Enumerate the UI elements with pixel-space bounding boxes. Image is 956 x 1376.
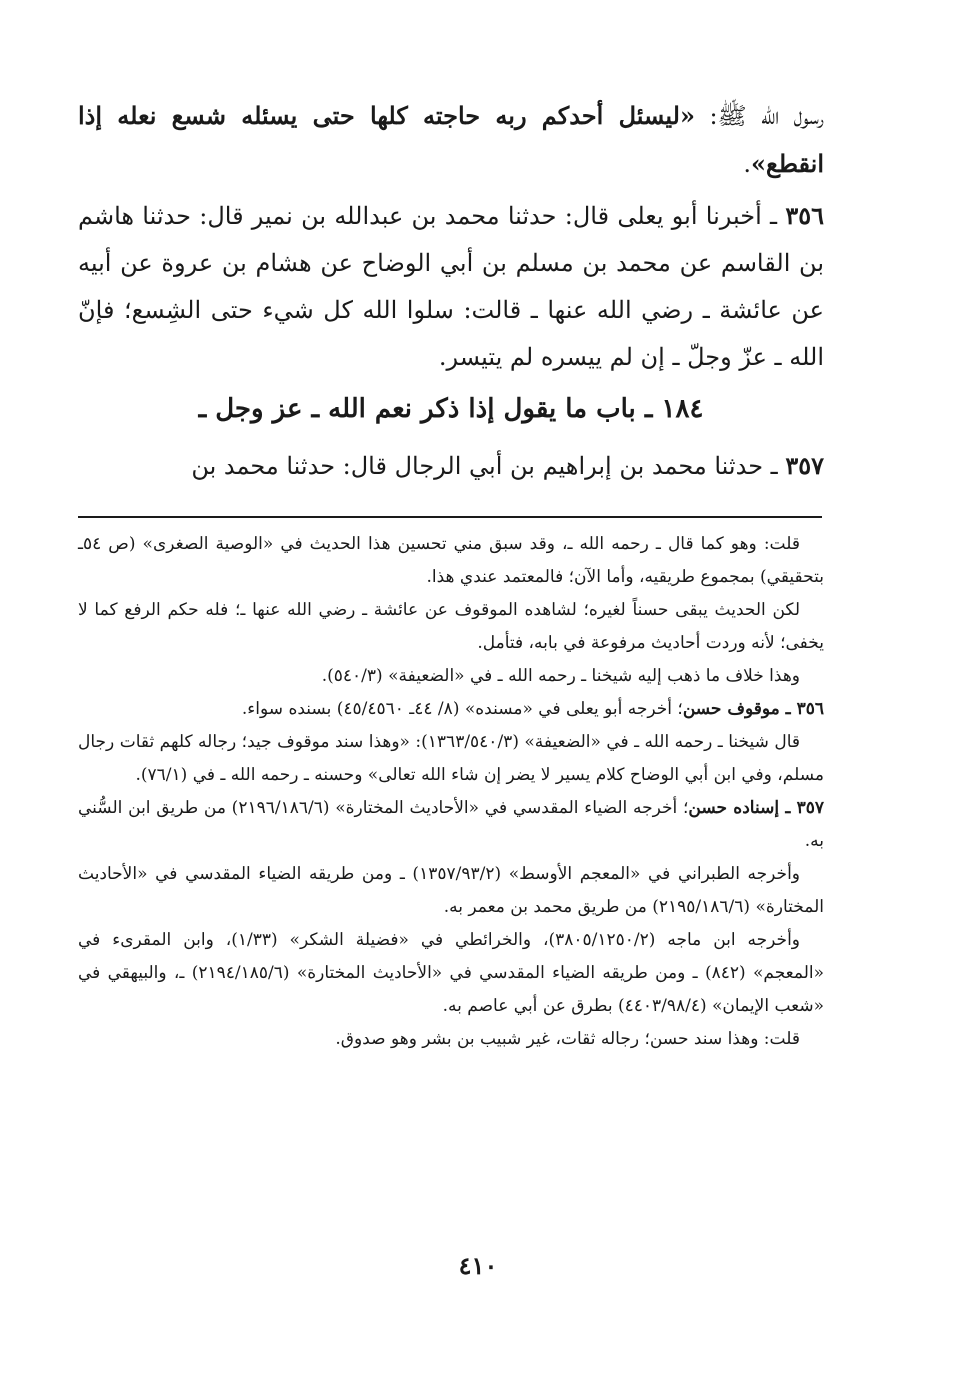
text-prefix: رسول الله ﷺ:	[694, 102, 824, 130]
note-number: ٣٥٧	[796, 798, 824, 818]
hadith-text: ـ حدثنا محمد بن إبراهيم بن أبي الرجال قال: حدثنا محمد بن	[191, 452, 786, 480]
hadith-355-ending	[78, 92, 824, 188]
note-paragraph: لكن الحديث يبقى حسناً لغيره؛ لشاهده الموقوف عن عائشة ـ رضي الله عنها ـ؛ فله حكم الرفع كما لا يخفى؛ لأنه وردت أحاديث مرفوعة في بابه، فتأمل.	[78, 600, 824, 653]
hadith-number: ٣٥٧	[785, 451, 824, 480]
hadith-356	[78, 192, 824, 381]
text-end: .	[743, 150, 752, 178]
page-number: ٤١٠	[458, 1251, 498, 1280]
note-paragraph: قال شيخنا ـ رحمه الله ـ في «الضعيفة» (١٣٦٣/٥٤٠/٣): «وهذا سند موقوف جيد؛ رجاله كلهم ثقات رجال مسلم، وفي ابن أبي الوضاح كلام يسير لا يضر إن شاء الله تعالى» وحسنه ـ رحمه الله ـ في (٧٦/١).	[78, 732, 824, 785]
note-paragraph: قلت: وهو كما قال ـ رحمه الله ـ، وقد سبق مني تحسين هذا الحديث في «الوصية الصغرى» (ص ٥٤ـ بتحقيقي) بمجموع طريقيه، وأما الآن؛ فالمعتمد عندي هذا.	[78, 534, 824, 587]
main-text-continued	[78, 444, 824, 488]
note-paragraph: وهذا خلاف ما ذهب إليه شيخنا ـ رحمه الله ـ في «الضعيفة» (٥٤٠/٣).	[321, 666, 800, 686]
note-number: ٣٥٦	[796, 699, 824, 719]
footnotes	[78, 528, 824, 1056]
main-text	[78, 92, 824, 381]
note-paragraph: قلت: وهذا سند حسن؛ رجاله ثقات، غير شبيب بن بشر وهو صدوق.	[335, 1029, 800, 1049]
note-356	[78, 693, 824, 726]
prophetic-quote: «ليسئل أحدكم ربه حاجته كلها حتى يسئله شسع نعله إذا انقطع»	[78, 101, 824, 178]
chapter-heading: ١٨٤ ـ باب ما يقول إذا ذكر نعم الله ـ عز وجل ـ	[198, 394, 704, 424]
note-paragraph: وأخرجه الطبراني في «المعجم الأوسط» (١٣٥٧/٩٣/٢) ـ ومن طريقه الضياء المقدسي في «الأحاديث المختارة» (٢١٩٥/١٨٦/٦) من طريق محمد بن معمر به.	[78, 864, 824, 917]
hadith-357	[78, 444, 824, 488]
note-text: ؛ أخرجه أبو يعلى في «مسنده» (٨/ ٤٤ـ ٤٥/٤٥٦٠) بسنده سواء.	[241, 699, 683, 719]
footnote-separator	[78, 516, 822, 518]
note-paragraph: وأخرجه ابن ماجه (٣٨٠٥/١٢٥٠/٢)، والخرائطي في «فضيلة الشكر» (١/٣٣)، وابن المقرىء في «المعجم» (٨٤٢) ـ ومن طريقه الضياء المقدسي في «الأحاديث المختارة» (٢١٩٤/١٨٥/٦) ـ، والبيهقي في «شعب الإيمان» (٤٤٠٣/٩٨/٤) بطرق عن أبي عاصم به.	[78, 930, 824, 1016]
grading: ـ موقوف حسن	[682, 699, 797, 719]
note-text: ؛ أخرجه الضياء المقدسي في «الأحاديث المختارة» (٢١٩٦/١٨٦/٦) من طريق ابن السُّني به.	[78, 798, 824, 851]
hadith-number: ٣٥٦	[785, 201, 825, 230]
note-357	[78, 792, 824, 858]
grading: ـ إسناده حسن	[688, 798, 797, 818]
hadith-text: ـ أخبرنا أبو يعلى قال: حدثنا محمد بن عبدالله بن نمير قال: حدثنا هاشم بن القاسم عن محمد بن مسلم بن أبي الوضاح عن هشام بن عروة عن أبيه عن عائشة ـ رضي الله عنها ـ قالت: سلوا الله كل شيء حتى الشِسع؛ فإنّ الله ـ عزّ وجلّ ـ إن لم ييسره لم يتيسر.	[78, 202, 824, 371]
